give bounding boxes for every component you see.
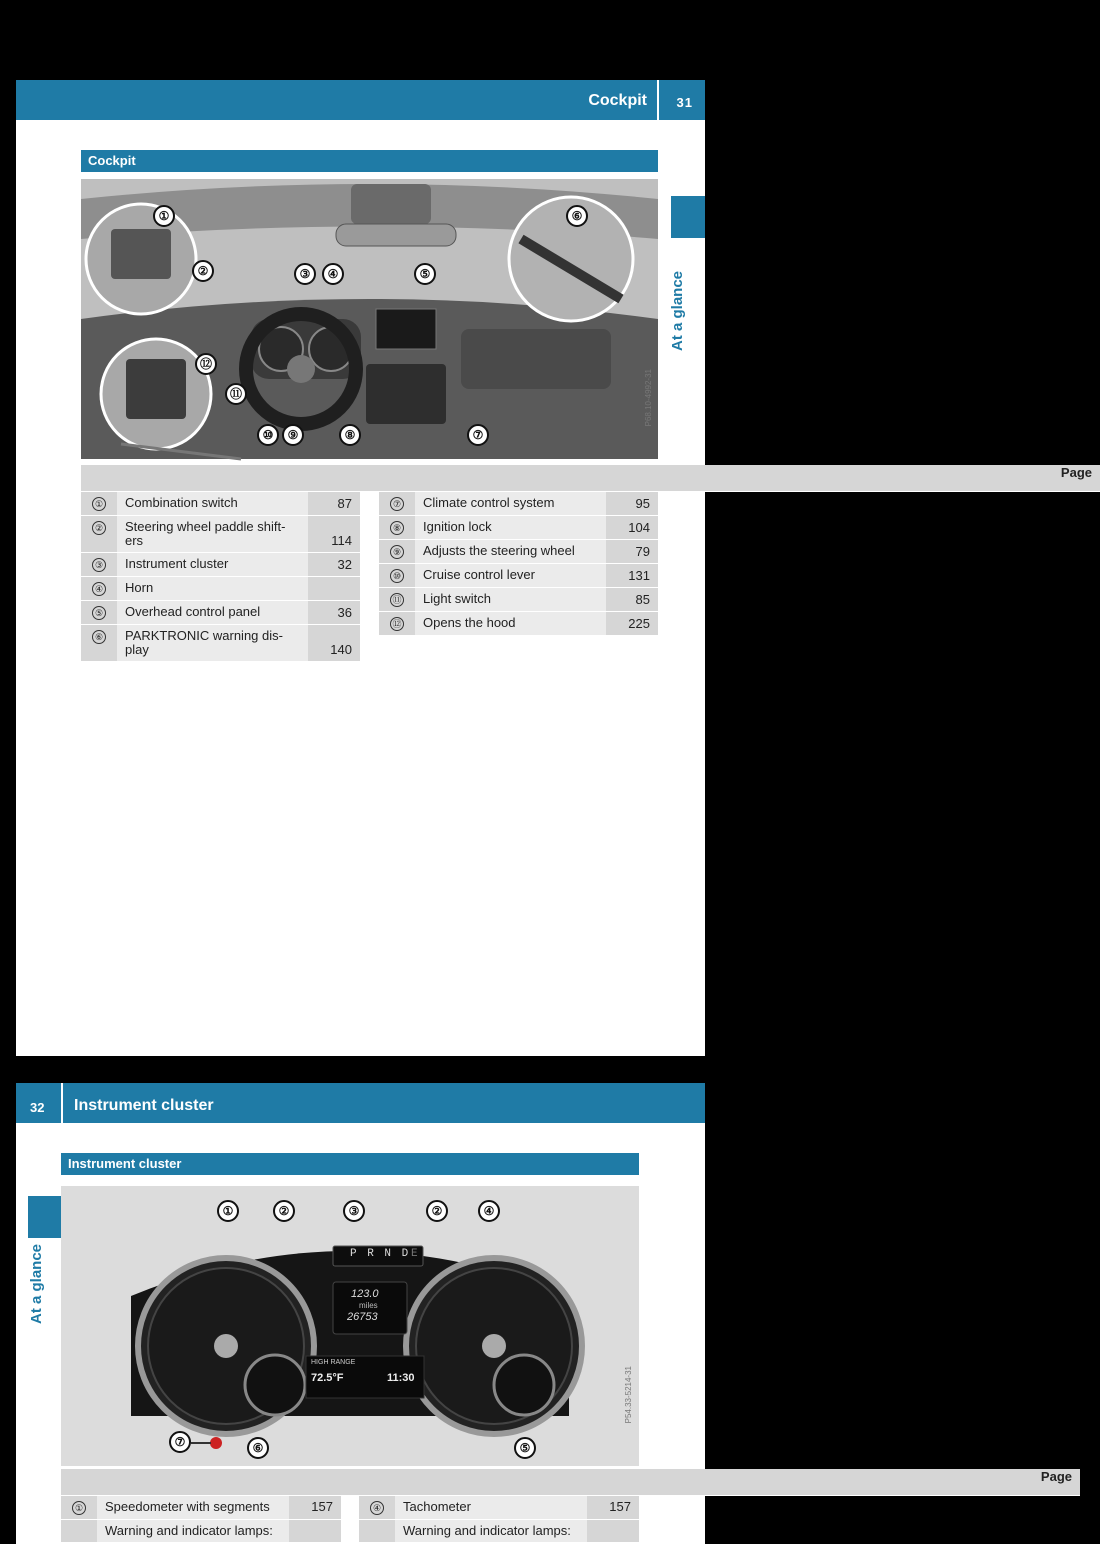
row-num-cell [379,492,415,516]
page-number: 32 [30,1100,45,1115]
photo-code: P68.10-4992-31 [644,369,653,427]
row-num-cell [379,516,415,540]
row-number: ① [72,1501,86,1515]
callout-2: ② [192,260,214,282]
clock: 11:30 [387,1372,415,1384]
row-function: Combination switch [117,492,308,516]
callout-1: ① [217,1200,239,1222]
function-table-left [61,1469,341,1543]
page-header [16,1083,705,1123]
row-page: 87 [308,492,360,516]
header-divider [61,1083,63,1123]
row-number: ① [92,497,106,511]
row-page: 225 [606,612,658,636]
photo-code: P54.33-5214-31 [624,1366,633,1424]
table-row [61,1496,341,1520]
table-row [81,553,360,577]
row-function: Warning and indicator lamps: [97,1520,289,1543]
row-number: ⑧ [390,521,404,535]
row-function: Speedometer with segments [97,1496,289,1520]
section-title: Instrument cluster [61,1153,639,1175]
callout-12: ⑫ [195,353,217,375]
row-page: 104 [606,516,658,540]
row-number: ⑨ [390,545,404,559]
instrument-cluster-photo [61,1186,639,1466]
row-page: 36 [308,601,360,625]
callout-5: ⑤ [414,263,436,285]
instrument-cluster-illustration [61,1186,639,1466]
table-header-row [359,1469,639,1496]
gear-extra: E [411,1248,418,1260]
row-function: Overhead control panel [117,601,308,625]
callout-6: ⑥ [566,205,588,227]
callout-9: ⑨ [282,424,304,446]
row-number: ⑫ [390,617,404,631]
row-function: Ignition lock [415,516,606,540]
row-function: Cruise control lever [415,564,606,588]
callout-10: ⑩ [257,424,279,446]
row-function: Instrument cluster [117,553,308,577]
row-number: ④ [92,582,106,596]
table-header-row [379,465,658,492]
trip-unit: miles [359,1301,378,1310]
manual-page-32 [16,1083,1072,1544]
side-tab-label: At a glance [669,270,686,351]
callout-4: ④ [322,263,344,285]
row-page: 114 [308,516,360,553]
table-header-row [81,465,360,492]
table-row [61,1520,341,1543]
callout-1: ① [153,205,175,227]
table-row [379,588,658,612]
row-num-cell [81,492,117,516]
table-header-row [61,1469,341,1496]
function-table-left [81,465,360,662]
page-header [16,80,705,120]
row-number: ② [92,521,106,535]
row-function: Tachometer [395,1496,587,1520]
row-page: 157 [587,1496,639,1520]
side-tab-label: At a glance [28,1244,45,1325]
row-page [308,577,360,601]
table-row [379,612,658,636]
callout-6: ⑥ [247,1437,269,1459]
table-row [81,601,360,625]
row-num-cell [379,588,415,612]
row-page: 79 [606,540,658,564]
callout-4: ④ [478,1200,500,1222]
row-num-cell [379,540,415,564]
function-table-right [379,465,1092,636]
table-row [379,540,658,564]
callout-3: ③ [343,1200,365,1222]
table-row [379,516,658,540]
callout-3: ③ [294,263,316,285]
row-function: Horn [117,577,308,601]
callout-7: ⑦ [169,1431,191,1453]
page-title: Instrument cluster [74,1097,214,1114]
cockpit-photo [81,179,658,459]
gear-indicator: P R N D [350,1248,411,1260]
row-function: Adjusts the steering wheel [415,540,606,564]
row-num-cell [61,1520,97,1543]
row-page: 157 [289,1496,341,1520]
row-number: ⑥ [92,630,106,644]
table-row [81,577,360,601]
table-row [359,1496,639,1520]
row-page: 140 [308,625,360,662]
header-page: Page [395,465,1100,492]
row-num-cell [81,516,117,553]
row-page [587,1520,639,1543]
table-row [379,492,658,516]
row-num-cell [81,553,117,577]
row-page: 95 [606,492,658,516]
row-number: ⑪ [390,593,404,607]
row-num-cell [359,1520,395,1543]
callout-2-right: ② [426,1200,448,1222]
side-tab-marker [671,196,705,238]
row-function: Light switch [415,588,606,612]
row-page: 131 [606,564,658,588]
callout-5: ⑤ [514,1437,536,1459]
row-num-cell [81,601,117,625]
row-num-cell [379,612,415,636]
table-row [81,625,360,662]
function-table-right [359,1469,1072,1543]
row-num-cell [81,625,117,662]
table-row [81,492,360,516]
row-function: Steering wheel paddle shift-ers [117,516,308,553]
header-divider [657,80,659,120]
row-page [289,1520,341,1543]
trip-meter: 123.0 [351,1288,379,1300]
row-number: ④ [370,1501,384,1515]
row-page: 32 [308,553,360,577]
row-number: ⑩ [390,569,404,583]
row-function: Warning and indicator lamps: [395,1520,587,1543]
manual-page-31 [16,80,1092,1056]
callout-7: ⑦ [467,424,489,446]
row-num-cell [81,577,117,601]
outside-temperature: 72.5°F [311,1372,344,1384]
row-num-cell [359,1496,395,1520]
row-number: ⑦ [390,497,404,511]
side-tab-marker [28,1196,62,1238]
odometer: 26753 [347,1311,378,1323]
row-num-cell [61,1496,97,1520]
row-function: Climate control system [415,492,606,516]
table-row [379,564,658,588]
callout-8: ⑧ [339,424,361,446]
table-row [359,1520,639,1543]
row-page: 85 [606,588,658,612]
header-page: Page [375,1469,1080,1496]
row-number: ③ [92,558,106,572]
range-label: HIGH RANGE [311,1359,356,1366]
row-number: ⑤ [92,606,106,620]
callout-11: ⑪ [225,383,247,405]
row-num-cell [379,564,415,588]
row-function: PARKTRONIC warning dis-play [117,625,308,662]
row-function: Opens the hood [415,612,606,636]
page-number: 31 [676,95,693,110]
page-title: Cockpit [588,92,647,109]
section-title: Cockpit [81,150,658,172]
callout-2-left: ② [273,1200,295,1222]
table-row [81,516,360,553]
